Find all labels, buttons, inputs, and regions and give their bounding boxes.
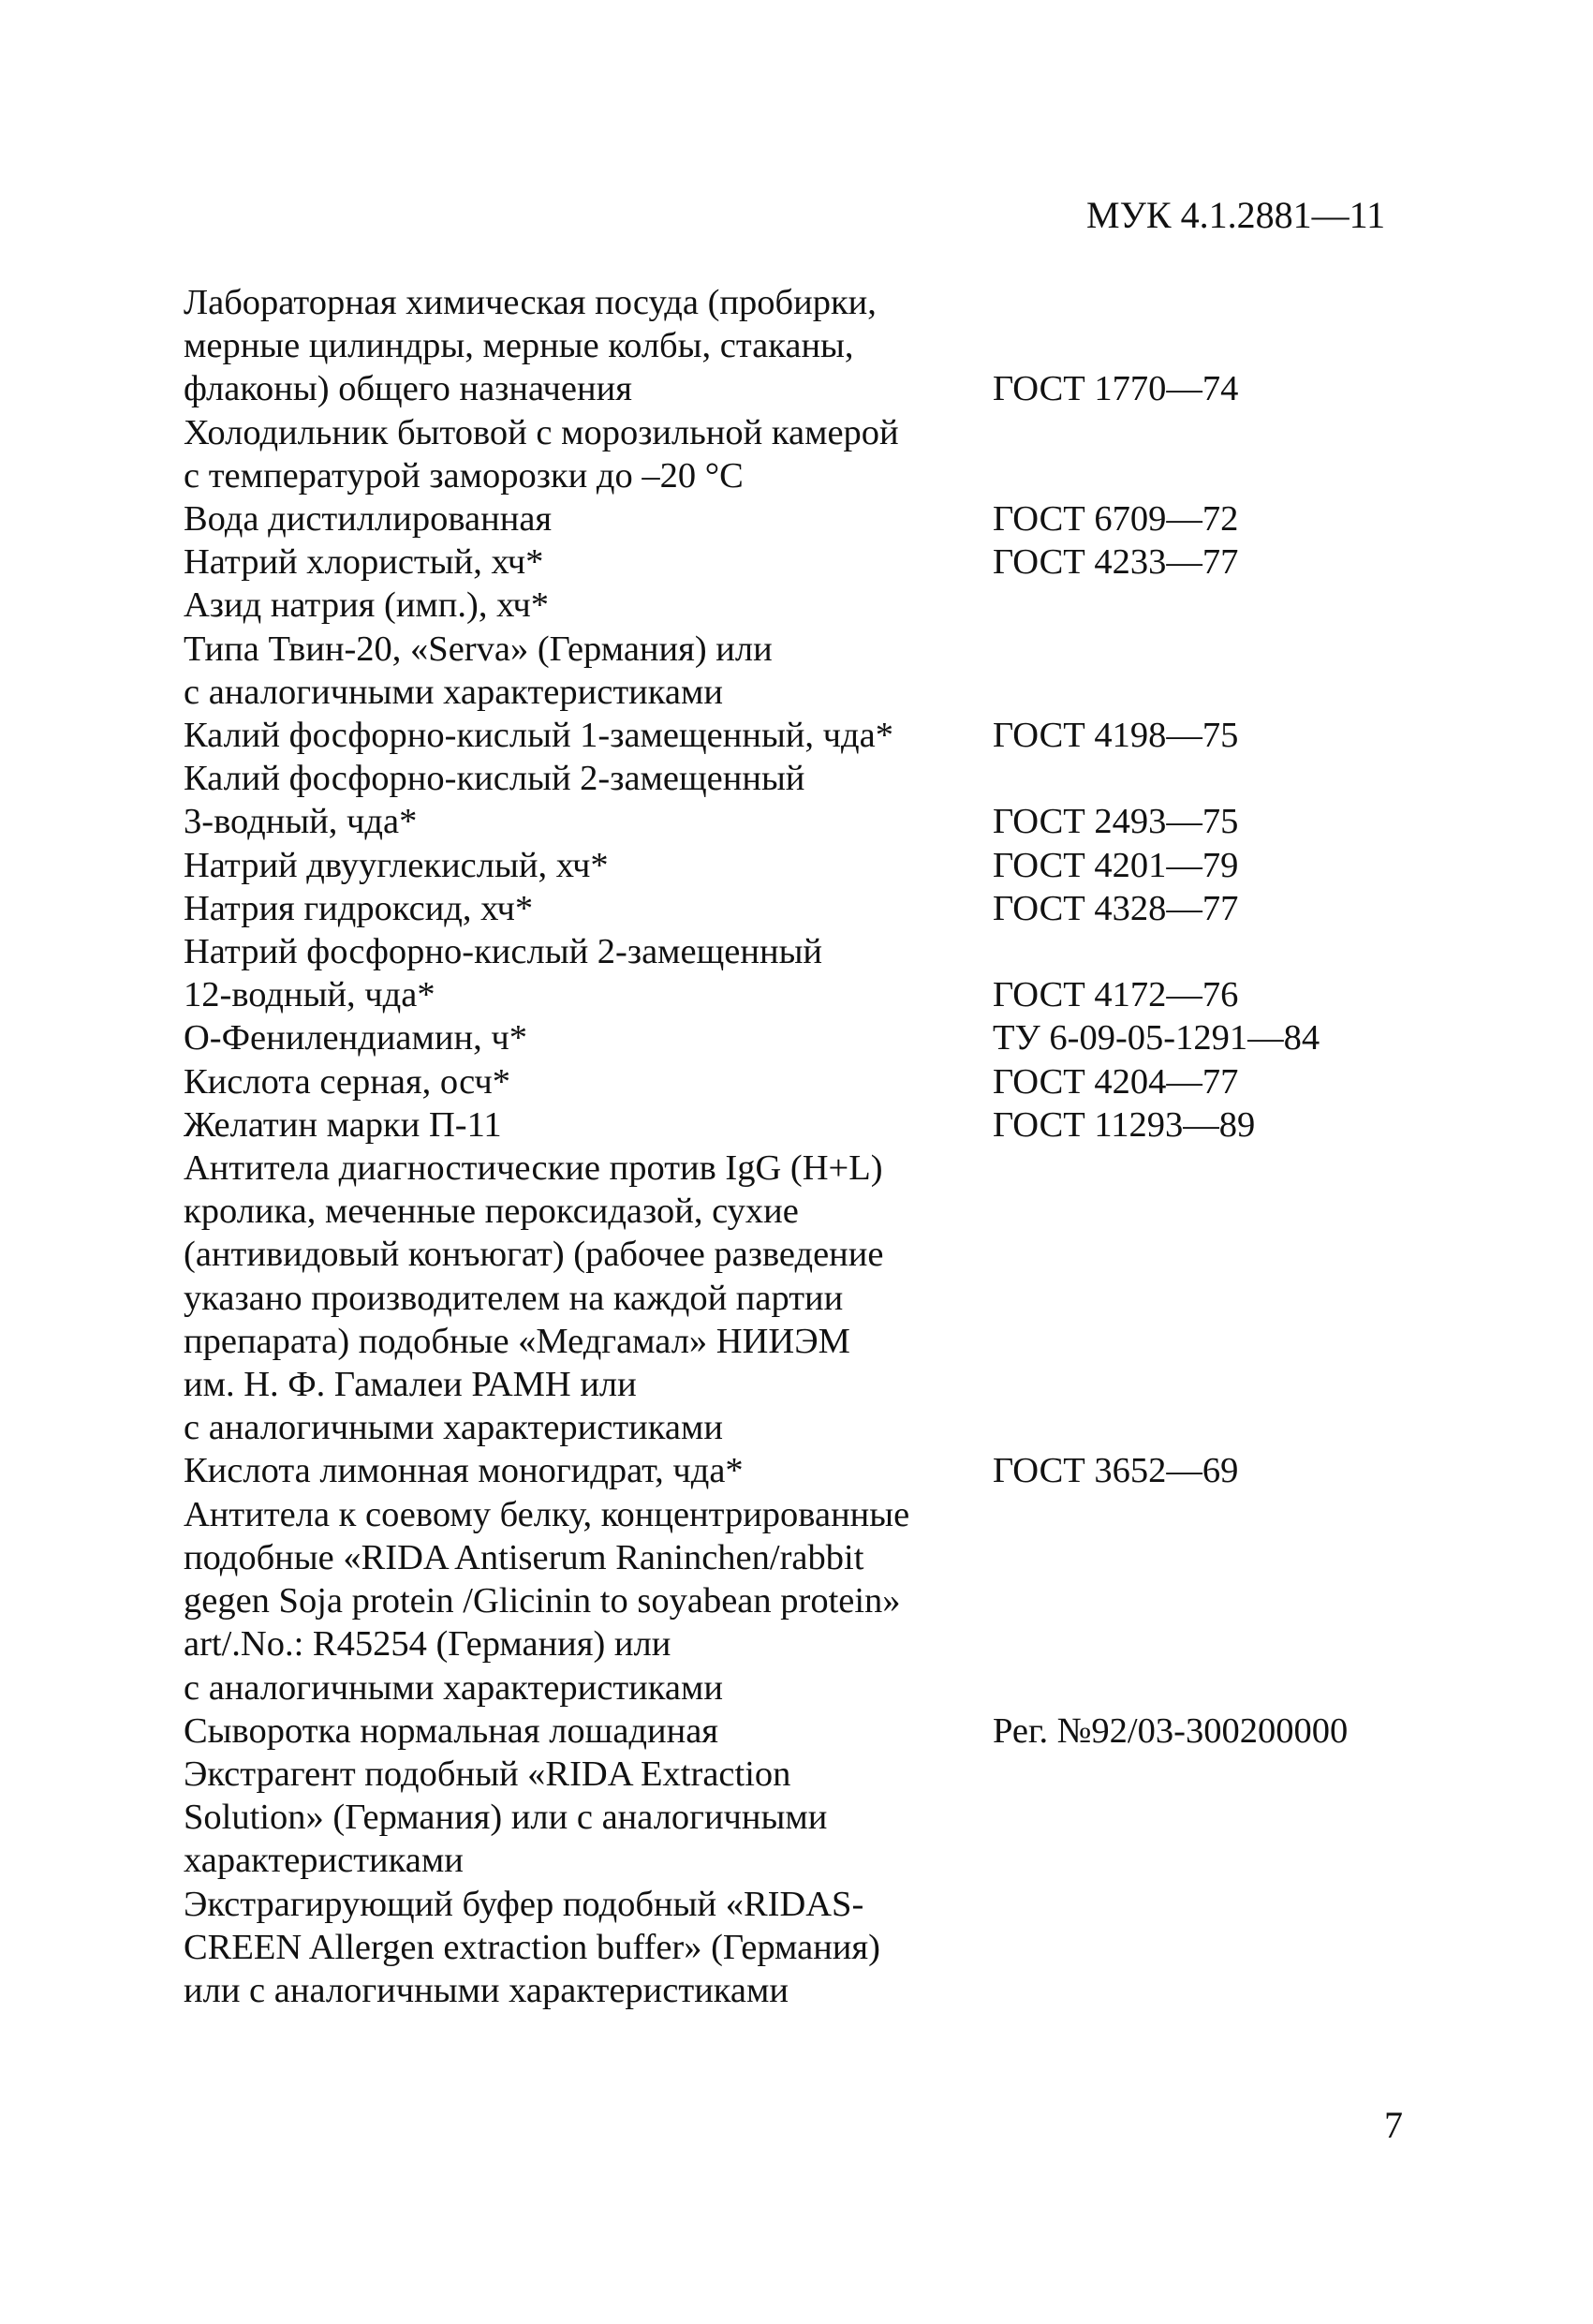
- material-name: [184, 411, 993, 497]
- material-name-line: с температурой заморозки до –20 °С: [184, 455, 744, 496]
- material-standard: ТУ 6-09-05-1291—84: [993, 1018, 1320, 1058]
- material-entry: [184, 1710, 1410, 1753]
- material-name: [184, 1147, 993, 1449]
- material-entry: [184, 887, 1410, 930]
- material-name: [184, 1103, 993, 1147]
- material-standard: ГОСТ 4233—77: [993, 542, 1239, 583]
- material-standard: Рег. №92/03-300200000: [993, 1710, 1349, 1751]
- material-name-line: Solution» (Германия) или с аналогичными: [184, 1798, 828, 1838]
- material-entry: [184, 584, 1410, 627]
- material-name-line: Типа Твин-20, «Serva» (Германия) или: [184, 629, 773, 669]
- material-name-line: CREEN Allergen extraction buffer» (Германия): [184, 1927, 880, 1967]
- material-name: [184, 1753, 993, 1883]
- material-name-line: Сыворотка нормальная лошадиная: [184, 1710, 718, 1751]
- material-standard: ГОСТ 4328—77: [993, 888, 1239, 928]
- material-name-line: подобные «RIDA Antiserum Raninchen/rabbit: [184, 1537, 864, 1577]
- material-standard: ГОСТ 3652—69: [993, 1451, 1239, 1491]
- material-name: [184, 628, 993, 714]
- document-header-code: МУК 4.1.2881—11: [1086, 194, 1386, 236]
- material-entry: [184, 757, 1410, 843]
- material-name-line: Кислота серная, осч*: [184, 1061, 511, 1102]
- material-name: [184, 757, 993, 843]
- material-name-line: Экстрагирующий буфер подобный «RIDAS-: [184, 1884, 864, 1924]
- material-entry: [184, 930, 1410, 1016]
- material-name-line: им. Н. Ф. Гамалеи РАМН или: [184, 1365, 637, 1405]
- material-entry: [184, 497, 1410, 540]
- material-name-line: Натрий хлористый, хч*: [184, 542, 544, 583]
- material-name: [184, 1883, 993, 2013]
- material-name: [184, 930, 993, 1016]
- material-name-line: с аналогичными характеристиками: [184, 672, 723, 712]
- material-standard: ГОСТ 6709—72: [993, 499, 1239, 540]
- material-name-line: Калий фосфорно-кислый 1-замещенный, чда*: [184, 716, 893, 756]
- material-name-line: Антитела к соевому белку, концентрированные: [184, 1494, 910, 1534]
- material-entry: [184, 1060, 1410, 1103]
- material-name-line: art/.No.: R45254 (Германия) или: [184, 1624, 671, 1665]
- material-name-line: gegen Soja protein /Glicinin to soyabean protein»: [184, 1581, 901, 1621]
- material-name-line: Лабораторная химическая посуда (пробирки,: [184, 283, 877, 322]
- material-name-line: флаконы) общего назначения: [184, 369, 632, 409]
- material-name-line: Экстрагент подобный «RIDA Extraction: [184, 1754, 791, 1794]
- material-standard: ГОСТ 11293—89: [993, 1104, 1256, 1145]
- material-name: [184, 1449, 993, 1492]
- material-name-line: с аналогичными характеристиками: [184, 1667, 723, 1708]
- material-name: [184, 1493, 993, 1710]
- material-name-line: 3-водный, чда*: [184, 802, 418, 842]
- material-standard: ГОСТ 4198—75: [993, 716, 1239, 756]
- material-entry: [184, 844, 1410, 887]
- material-name-line: 12-водный, чда*: [184, 975, 435, 1015]
- material-name: [184, 714, 993, 757]
- material-name-line: Калий фосфорно-кислый 2-замещенный: [184, 759, 805, 799]
- material-entry: [184, 540, 1410, 584]
- material-name-line: мерные цилиндры, мерные колбы, стаканы,: [184, 326, 854, 366]
- material-entry: [184, 1883, 1410, 2013]
- material-name-line: Желатин марки П-11: [184, 1104, 502, 1145]
- material-entry: [184, 1493, 1410, 1710]
- material-name-line: Холодильник бытовой с морозильной камерой: [184, 412, 899, 452]
- material-entry: [184, 714, 1410, 757]
- material-name-line: препарата) подобные «Медгамал» НИИЭМ: [184, 1321, 850, 1361]
- material-name-line: с аналогичными характеристиками: [184, 1408, 723, 1448]
- material-name-line: кролика, меченные пероксидазой, сухие: [184, 1192, 799, 1232]
- material-name-line: Натрий двууглекислый, хч*: [184, 845, 609, 885]
- material-entry: [184, 1753, 1410, 1883]
- material-name: [184, 1710, 993, 1753]
- material-standard: ГОСТ 1770—74: [993, 369, 1239, 409]
- material-name: [184, 1016, 993, 1059]
- material-entry: [184, 1016, 1410, 1059]
- material-name: [184, 497, 993, 540]
- material-name-line: Натрия гидроксид, хч*: [184, 888, 534, 928]
- material-entry: [184, 1147, 1410, 1449]
- material-name: [184, 844, 993, 887]
- material-name-line: Кислота лимонная моногидрат, чда*: [184, 1451, 744, 1491]
- material-name: [184, 540, 993, 584]
- material-name-line: указано производителем на каждой партии: [184, 1278, 844, 1318]
- materials-list: [184, 281, 1410, 2012]
- material-entry: [184, 1449, 1410, 1492]
- material-entry: [184, 281, 1410, 411]
- page-number: 7: [1384, 2104, 1403, 2146]
- material-standard: ГОСТ 4172—76: [993, 975, 1239, 1015]
- material-name-line: Вода дистиллированная: [184, 499, 553, 540]
- material-name: [184, 887, 993, 930]
- material-standard: ГОСТ 4204—77: [993, 1061, 1239, 1102]
- material-standard: ГОСТ 2493—75: [993, 802, 1239, 842]
- material-name-line: Натрий фосфорно-кислый 2-замещенный: [184, 932, 823, 972]
- material-name-line: Азид натрия (имп.), хч*: [184, 585, 550, 626]
- material-name: [184, 281, 993, 411]
- material-name: [184, 584, 993, 627]
- material-standard: ГОСТ 4201—79: [993, 845, 1239, 885]
- material-name-line: характеристиками: [184, 1841, 464, 1881]
- material-name-line: О-Фенилендиамин, ч*: [184, 1018, 527, 1058]
- material-name: [184, 1060, 993, 1103]
- material-name-line: Антитела диагностические против IgG (H+L): [184, 1148, 883, 1189]
- material-name-line: (антивидовый конъюгат) (рабочее разведение: [184, 1235, 884, 1275]
- material-entry: [184, 411, 1410, 497]
- material-entry: [184, 1103, 1410, 1147]
- material-entry: [184, 628, 1410, 714]
- material-name-line: или с аналогичными характеристиками: [184, 1970, 789, 2010]
